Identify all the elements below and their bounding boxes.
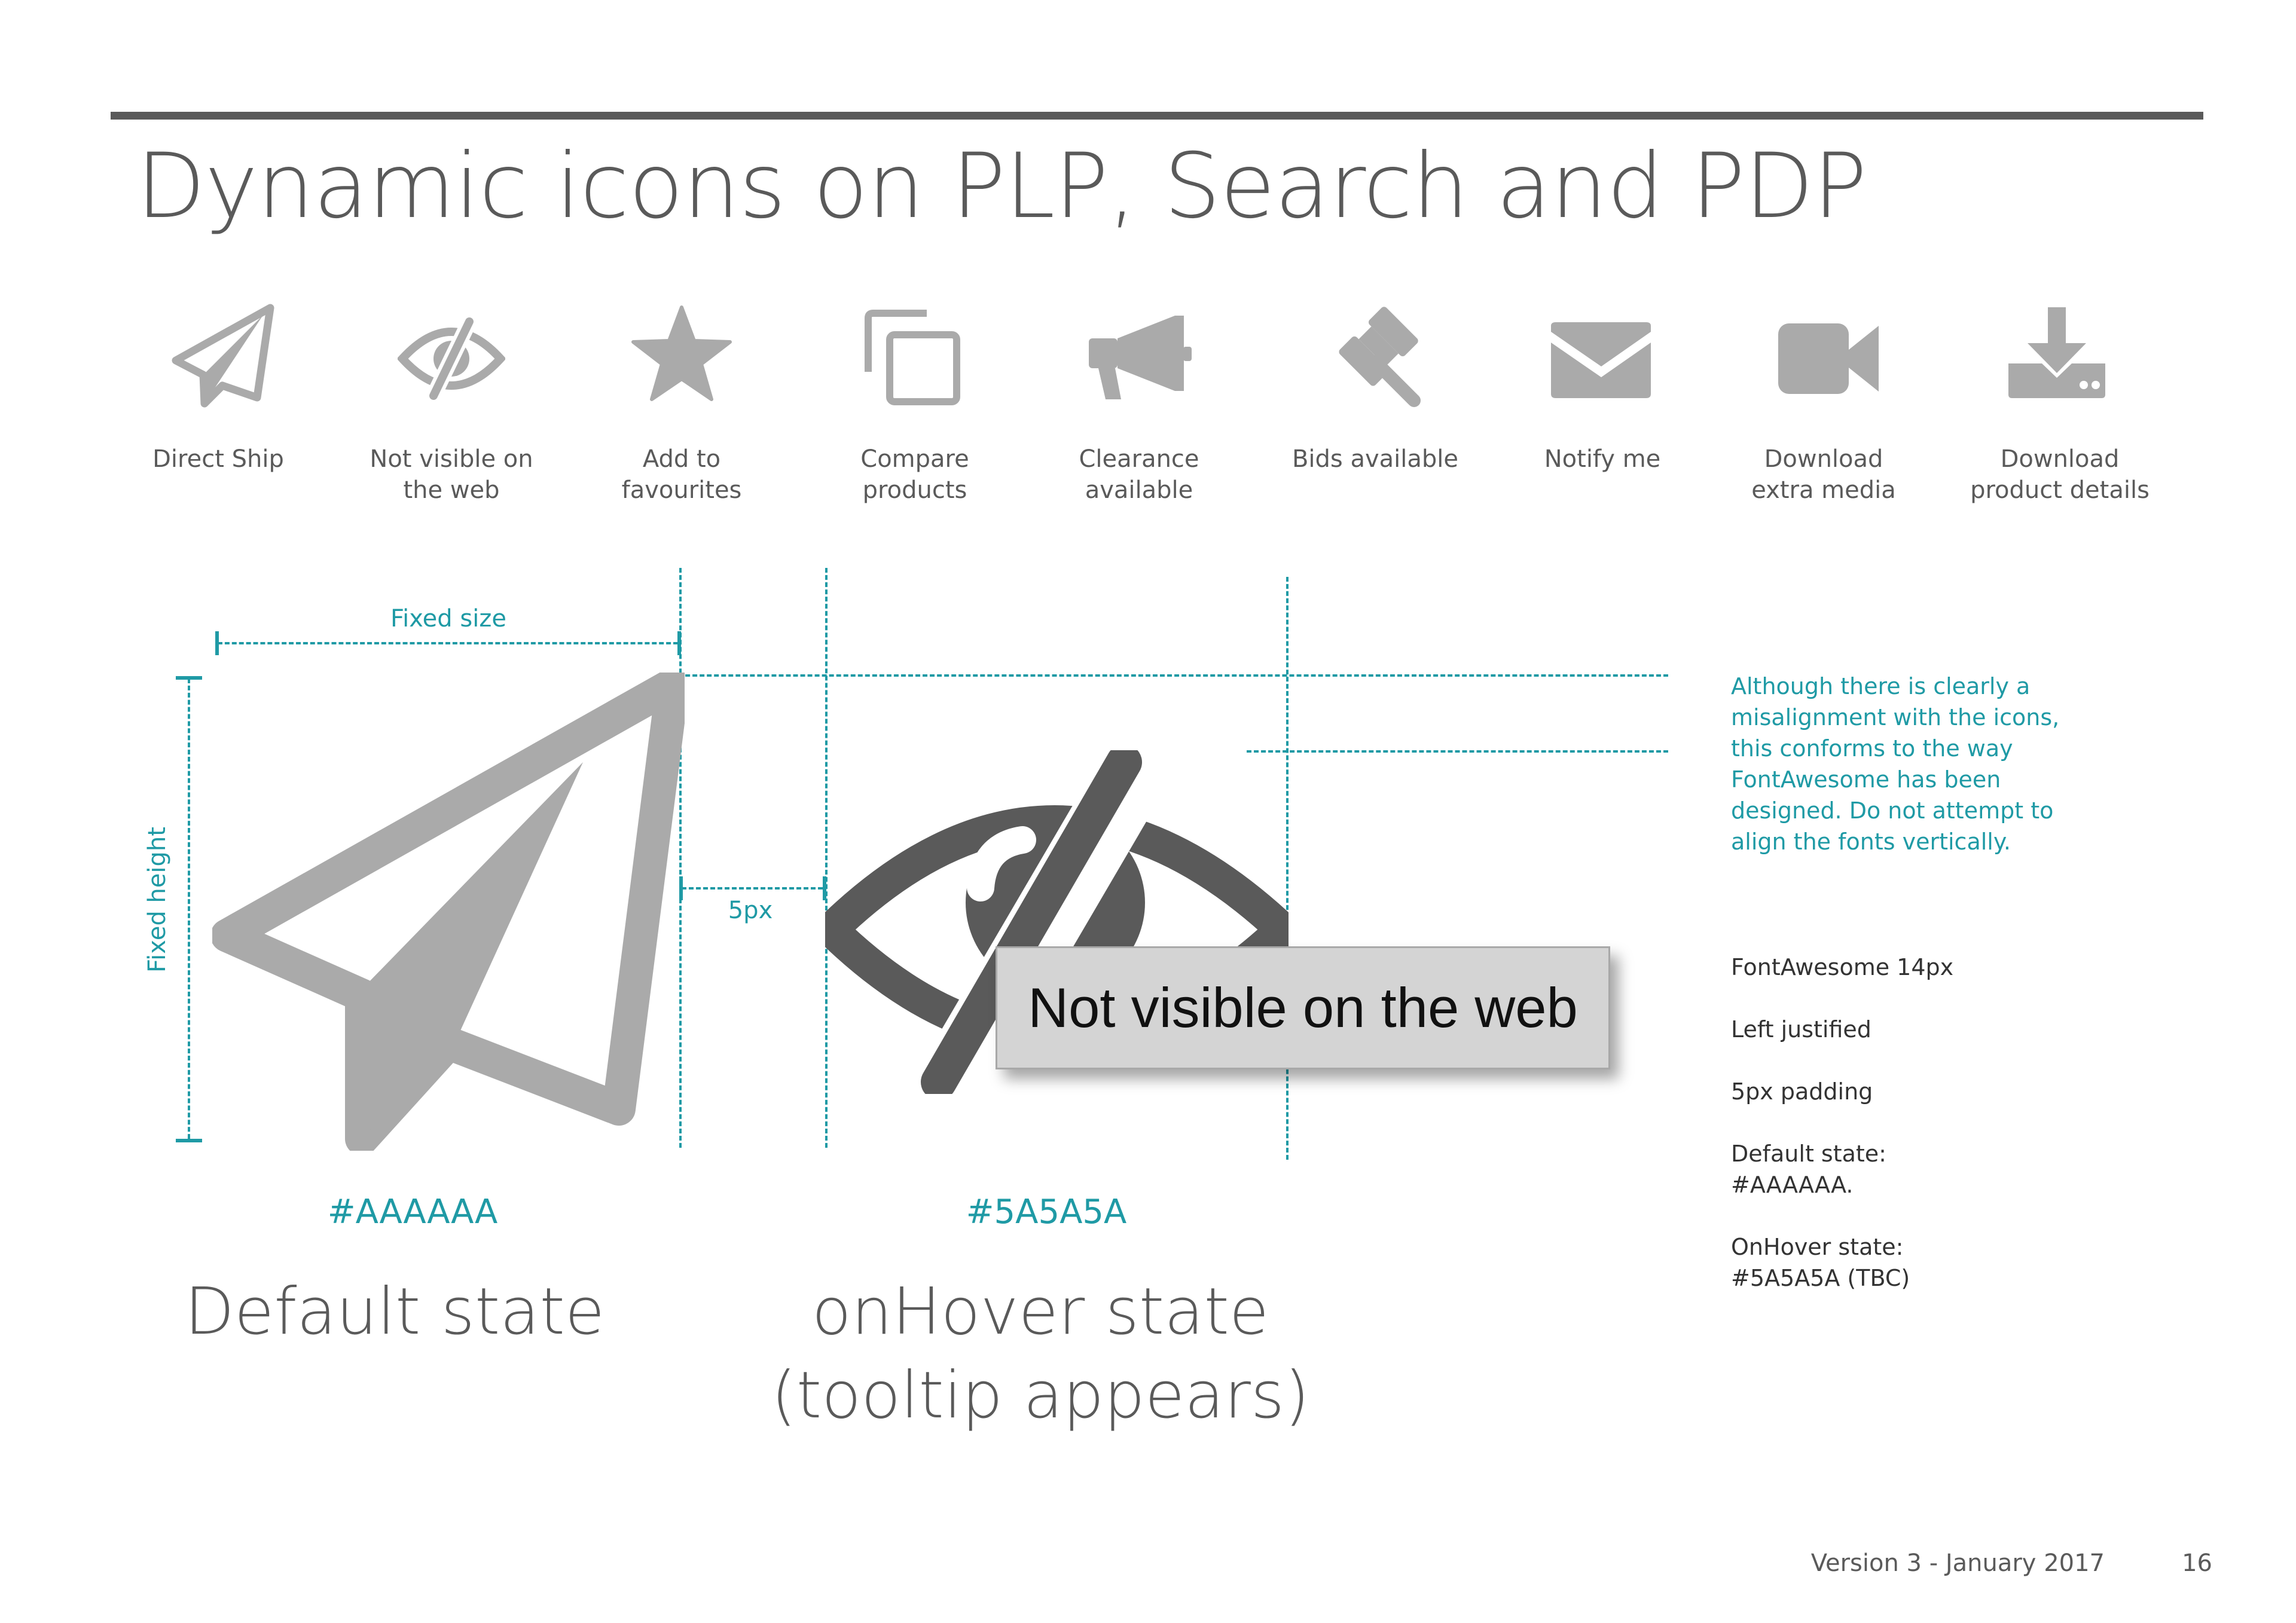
tooltip-text: Not visible on the web [1028,976,1578,1039]
misalignment-note: Although there is clearly a misalignment with the icons, this conforms to the way FontAwesome has been designed. Do not attempt to align the fonts vertically. [1731,673,2060,855]
fixed-size-label: Fixed size [390,605,506,632]
spec-padding: 5px padding [1731,1078,1873,1105]
paper-plane-icon [167,302,275,409]
version-label: Version 3 - January 2017 [1810,1549,2105,1577]
guide-line-top [664,674,1668,677]
hover-state-label: onHover state (tooltip appears) [771,1274,1310,1433]
top-divider [111,112,2203,120]
envelope-icon [1549,320,1653,401]
hover-color-label: #5A5A5A [966,1193,1127,1231]
spec-default-state: Default state: #AAAAAA. [1731,1141,1886,1198]
icon-label-direct-ship: Direct Ship [152,445,284,473]
guide-line-hover-top [1247,750,1668,753]
icon-label-notify: Notify me [1544,445,1661,473]
clone-icon [861,306,963,408]
fixed-height-line [188,678,190,1139]
default-color-label: #AAAAAA [327,1193,498,1231]
padding-label: 5px [728,897,773,924]
spec-font: FontAwesome 14px [1731,954,1954,980]
fixed-height-tick-bottom [176,1139,202,1142]
download-icon [2006,305,2108,401]
icon-label-compare-products: Compare products [860,445,969,504]
default-state-label: Default state [184,1274,605,1349]
icon-label-bids: Bids available [1292,445,1459,473]
icon-label-download-product-details: Download product details [1970,445,2150,504]
video-camera-icon [1776,320,1883,398]
fixed-height-label: Fixed height [144,827,171,973]
icon-label-download-extra-media: Download extra media [1751,445,1896,504]
eye-slash-icon [398,317,505,401]
icon-label-not-visible: Not visible on the web [370,445,533,504]
gavel-icon [1318,305,1426,409]
spec-justify: Left justified [1731,1016,1871,1043]
spec-hover-state: OnHover state: #5A5A5A (TBC) [1731,1234,1910,1291]
fixed-size-line [218,642,678,644]
padding-line [682,887,823,890]
icon-label-clearance: Clearance available [1079,445,1199,504]
page-title: Dynamic icons on PLP, Search and PDP [136,135,1867,239]
icon-label-add-to-favourites: Add to favourites [621,445,742,504]
page-number: 16 [2182,1549,2212,1577]
bullhorn-icon [1085,311,1196,406]
star-icon [631,305,732,404]
paper-plane-icon [212,673,685,1151]
hover-tooltip [996,946,1610,1069]
